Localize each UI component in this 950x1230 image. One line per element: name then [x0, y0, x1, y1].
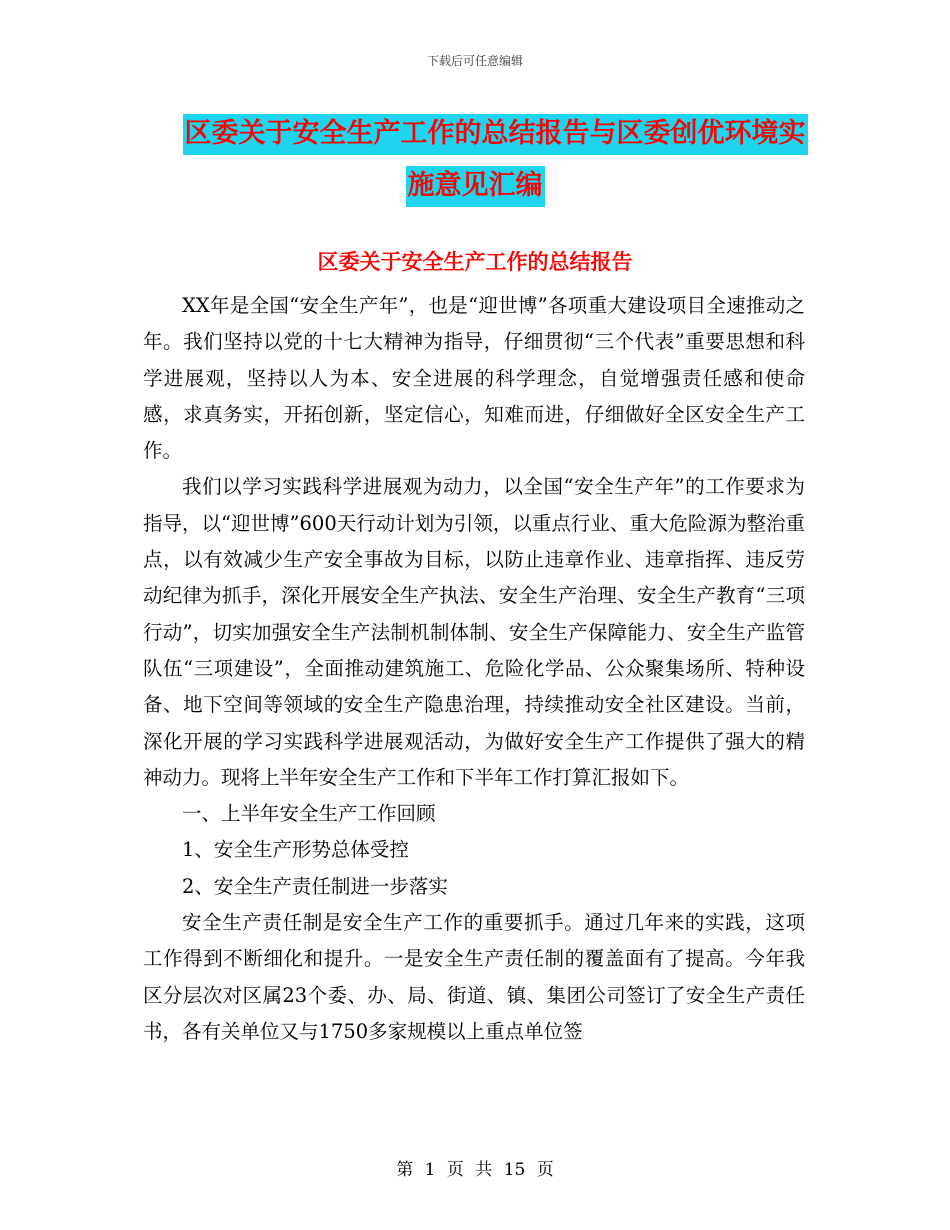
section-title: 区委关于安全生产工作的总结报告: [317, 250, 633, 274]
paragraph-subheading: 1、安全生产形势总体受控: [182, 838, 409, 862]
title-highlight-1: 区委关于安全生产工作的总结报告与区委创优环境实: [183, 114, 808, 155]
title-highlight-2: 施意见汇编: [406, 166, 545, 207]
document-title: [0, 108, 950, 212]
body-text: [143, 288, 805, 1050]
document-title-line-2: [406, 166, 545, 207]
paragraph: 我们以学习实践科学进展观为动力，以全国“安全生产年”的工作要求为指导，以“迎世博”600天行动计划为引领，以重点行业、重大危险源为整治重点，以有效减少生产安全事故为目标，以防止违章作业、违章指挥、违反劳动纪律为抓手，深化开展安全生产执法、安全生产治理、安全生产教育“三项行动”，切实加强安全生产法制机制体制、安全生产保障能力、安全生产监管队伍“三项建设”，全面推动建筑施工、危险化学品、公众聚集场所、特种设备、地下空间等领域的安全生产隐患治理，持续推动安全社区建设。当前，深化开展的学习实践科学进展观活动，为做好安全生产工作提供了强大的精神动力。现将上半年安全生产工作和下半年工作打算汇报如下。: [143, 475, 805, 789]
paragraph-subheading: 2、安全生产责任制进一步落实: [182, 874, 448, 898]
paragraph-heading: 一、上半年安全生产工作回顾: [182, 802, 436, 826]
paragraph: 安全生产责任制是安全生产工作的重要抓手。通过几年来的实践，这项工作得到不断细化和提升。一是安全生产责任制的覆盖面有了提高。今年我区分层次对区属23个委、办、局、街道、镇、集团公司签订了安全生产责任书，各有关单位又与1750多家规模以上重点单位签: [143, 911, 805, 1043]
paragraph: XX年是全国“安全生产年”，也是“迎世博”各项重大建设项目全速推动之年。我们坚持以党的十七大精神为指导，仔细贯彻“三个代表”重要思想和科学进展观，坚持以人为本、安全进展的科学理念，自觉增强责任感和使命感，求真务实，开拓创新，坚定信心，知难而进，仔细做好全区安全生产工作。: [143, 294, 805, 463]
header-note: 下载后可任意编辑: [426, 54, 523, 68]
page-footer: 第 1 页 共 15 页: [396, 1160, 554, 1180]
document-title-line-1: [0, 108, 950, 160]
